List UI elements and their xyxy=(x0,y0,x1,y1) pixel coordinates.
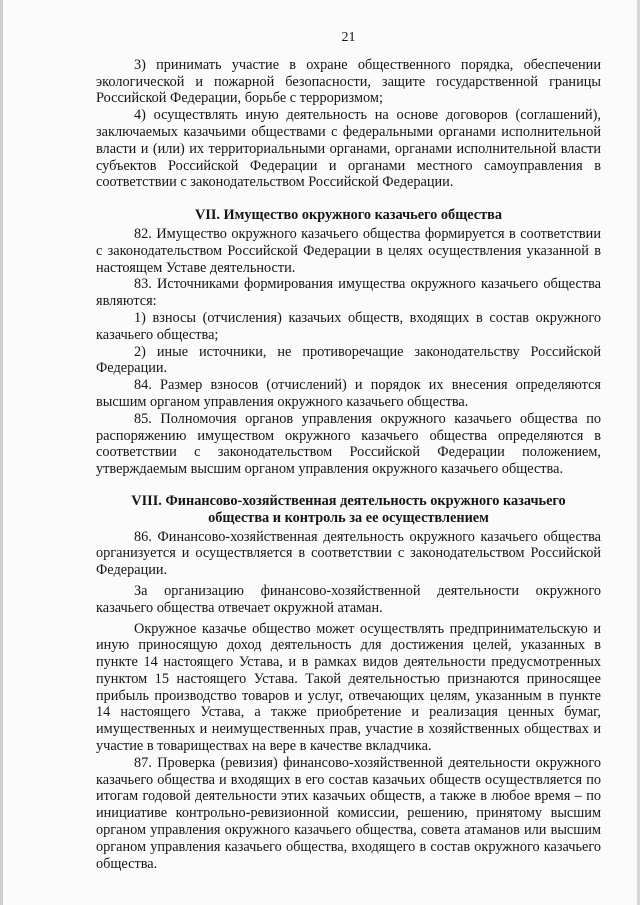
document-body xyxy=(96,30,601,872)
paragraph-item-4: 4) осуществлять иную деятельность на основе договоров (соглашений), заключаемых казачьими обществами с федеральными органами исполнительной власти и (или) их территориальными органами, органами исполнительной власти субъектов Российской Федерации и органами местного самоуправления в соответствии с законодательством Российской Федерации. xyxy=(96,107,601,191)
paragraph-87: 87. Проверка (ревизия) финансово-хозяйственной деятельности окружного казачьего общества и входящих в его состав казачьих обществ осуществляется по итогам годовой деятельности этих казачьих обществ, а также в любое время – по инициативе контрольно-ревизионной комиссии, решению, принятому высшим органом управления окружного казачьего общества, совета атаманов или высшим органом управления казачьего общества, входящего в состав окружного казачьего общества. xyxy=(96,754,601,872)
paragraph-83: 83. Источниками формирования имущества окружного казачьего общества являются: xyxy=(96,276,601,310)
paragraph-84: 84. Размер взносов (отчислений) и порядок их внесения определяются высшим органом управления окружного казачьего общества. xyxy=(96,377,601,410)
section-8-heading xyxy=(96,493,601,527)
paragraph-85: 85. Полномочия органов управления окружного казачьего общества по распоряжению имуществом окружного казачьего общества определяются в соответствии с законодательством Российской Федерации положением, утверждаемым высшим органом управления окружного казачьего общества. xyxy=(96,410,601,478)
paragraph-83-item-2: 2) иные источники, не противоречащие законодательству Российской Федерации. xyxy=(96,343,601,377)
paragraph-86: 86. Финансово-хозяйственная деятельность окружного казачьего общества организуется и осуществляется в соответствии с законодательством Российской Федерации. xyxy=(96,528,601,579)
paragraph-82: 82. Имущество окружного казачьего общества формируется в соответствии с законодательством Российской Федерации в целях осуществления указанной в настоящем Уставе деятельности. xyxy=(96,225,601,276)
paragraph-86-ataman: За организацию финансово-хозяйственной деятельности окружного казачьего общества отвечает окружной атаман. xyxy=(96,582,601,616)
page-number: 21 xyxy=(341,30,356,45)
section-7-heading: VII. Имущество окружного казачьего общества xyxy=(194,207,503,224)
paragraph-83-item-1: 1) взносы (отчисления) казачьих обществ, входящих в состав окружного казачьего общества; xyxy=(96,309,601,343)
paragraph-item-3: 3) принимать участие в охране общественного порядка, обеспечении экологической и пожарной безопасности, защите государственной границы Российской Федерации, борьбе с терроризмом; xyxy=(96,56,601,107)
paragraph-86-business: Окружное казачье общество может осуществлять предпринимательскую и иную приносящую доход деятельность для достижения целей, указанных в пункте 14 настоящего Устава, и в рамках видов деятельности предусмотренных пунктом 15 настоящего Устава. Такой деятельностью признаются приносящее прибыль производство товаров и услуг, отвечающих целям, указанным в пункте 14 настоящего Устава, а также приобретение и реализация ценных бумаг, имущественных и неимущественных прав, участие в хозяйственных обществах и участие в товариществах на вере в качестве вкладчика. xyxy=(96,620,601,755)
section-8-heading-line-1: VIII. Финансово-хозяйственная деятельность окружного казачьего xyxy=(131,492,566,509)
section-8-heading-line-2: общества и контроль за ее осуществлением xyxy=(208,509,489,526)
